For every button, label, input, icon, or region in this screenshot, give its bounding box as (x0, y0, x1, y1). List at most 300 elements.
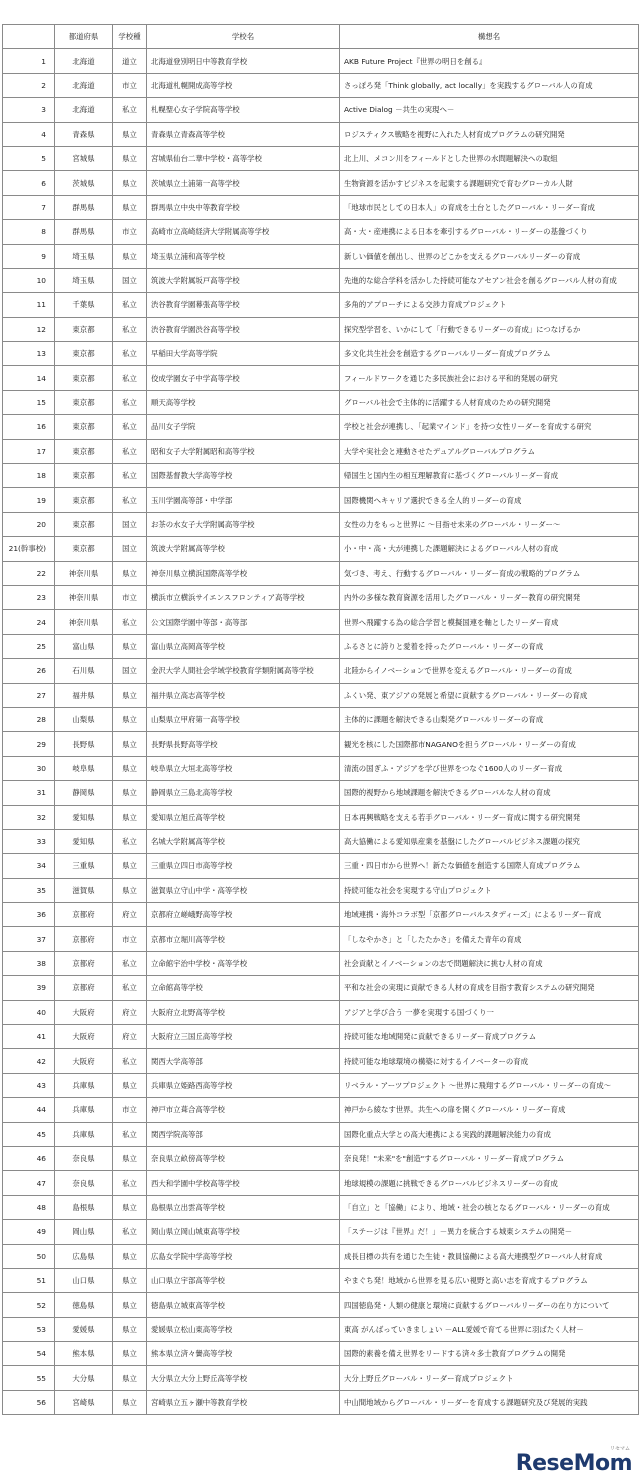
school-type-cell: 国立 (113, 512, 147, 536)
table-row (3, 146, 639, 170)
school-type-cell: 県立 (113, 1268, 147, 1292)
table-row (3, 561, 639, 585)
row-number: 24 (3, 610, 55, 634)
row-number: 3 (3, 98, 55, 122)
logo-subtext: リセマム (610, 1446, 630, 1452)
table-row (3, 122, 639, 146)
row-number: 14 (3, 366, 55, 390)
row-number: 54 (3, 1342, 55, 1366)
prefecture-cell: 岡山県 (55, 1220, 113, 1244)
plan-name-cell: グローバル社会で主体的に活躍する人材育成のための研究開発 (340, 390, 639, 414)
prefecture-cell: 兵庫県 (55, 1122, 113, 1146)
table-row (3, 1293, 639, 1317)
row-number: 53 (3, 1317, 55, 1341)
plan-name-cell: 清流の国ぎふ・アジアを学び世界をつなぐ1600人のリーダー育成 (340, 756, 639, 780)
header-plan-name: 構想名 (340, 25, 639, 49)
school-type-cell: 私立 (113, 342, 147, 366)
table-row (3, 464, 639, 488)
row-number: 48 (3, 1195, 55, 1219)
school-type-cell: 国立 (113, 268, 147, 292)
school-type-cell: 市立 (113, 927, 147, 951)
row-number: 5 (3, 146, 55, 170)
school-name-cell: 昭和女子大学附属昭和高等学校 (147, 439, 340, 463)
plan-name-cell: 「地球市民としての日本人」の育成を土台としたグローバル・リーダー育成 (340, 195, 639, 219)
prefecture-cell: 北海道 (55, 49, 113, 73)
table-row (3, 1390, 639, 1414)
row-number: 23 (3, 585, 55, 609)
school-name-cell: 富山県立高岡高等学校 (147, 634, 340, 658)
row-number: 21(幹事校) (3, 537, 55, 561)
prefecture-cell: 山口県 (55, 1268, 113, 1292)
school-type-cell: 府立 (113, 1000, 147, 1024)
school-type-cell: 私立 (113, 390, 147, 414)
table-row (3, 634, 639, 658)
school-name-cell: 山梨県立甲府第一高等学校 (147, 707, 340, 731)
header-school-type: 学校種 (113, 25, 147, 49)
plan-name-cell: 中山間地域からグローバル・リーダーを育成する課題研究及び発展的実践 (340, 1390, 639, 1414)
plan-name-cell: 大学や実社会と連動させたデュアルグローバルプログラム (340, 439, 639, 463)
row-number: 39 (3, 976, 55, 1000)
table-row (3, 195, 639, 219)
plan-name-cell: 探究型学習を、いかにして「行動できるリーダーの育成」につなげるか (340, 317, 639, 341)
prefecture-cell: 島根県 (55, 1195, 113, 1219)
row-number: 11 (3, 293, 55, 317)
school-name-cell: 青森県立青森高等学校 (147, 122, 340, 146)
school-type-cell: 県立 (113, 1366, 147, 1390)
school-type-cell: 県立 (113, 707, 147, 731)
plan-name-cell: 多角的アプローチによる交渉力育成プロジェクト (340, 293, 639, 317)
school-name-cell: 兵庫県立姫路西高等学校 (147, 1073, 340, 1097)
prefecture-cell: 神奈川県 (55, 610, 113, 634)
school-type-cell: 私立 (113, 976, 147, 1000)
table-row (3, 683, 639, 707)
table-row (3, 1317, 639, 1341)
table-row (3, 1195, 639, 1219)
prefecture-cell: 神奈川県 (55, 561, 113, 585)
header-school-name: 学校名 (147, 25, 340, 49)
school-name-cell: 名城大学附属高等学校 (147, 829, 340, 853)
school-type-cell: 私立 (113, 439, 147, 463)
school-type-cell: 私立 (113, 610, 147, 634)
plan-name-cell: 国際的視野から地域課題を解決できるグローバルな人材の育成 (340, 781, 639, 805)
school-name-cell: 早稲田大学高等学院 (147, 342, 340, 366)
school-type-cell: 私立 (113, 415, 147, 439)
plan-name-cell: 国際的素養を備え世界をリードする済々多士教育プログラムの開発 (340, 1342, 639, 1366)
plan-name-cell: 成長目標の共有を通じた生徒・教員協働による高大連携型グローバル人材育成 (340, 1244, 639, 1268)
school-type-cell: 県立 (113, 732, 147, 756)
table-row (3, 878, 639, 902)
plan-name-cell: 小・中・高・大が連携した課題解決によるグローバル人材の育成 (340, 537, 639, 561)
school-name-cell: 筑波大学附属高等学校 (147, 537, 340, 561)
prefecture-cell: 奈良県 (55, 1171, 113, 1195)
school-name-cell: 宮崎県立五ヶ瀬中等教育学校 (147, 1390, 340, 1414)
school-type-cell: 県立 (113, 244, 147, 268)
prefecture-cell: 群馬県 (55, 220, 113, 244)
school-name-cell: 北海道登別明日中等教育学校 (147, 49, 340, 73)
prefecture-cell: 岐阜県 (55, 756, 113, 780)
school-name-cell: 徳島県立城東高等学校 (147, 1293, 340, 1317)
plan-name-cell: さっぽろ発「Think globally, act locally」を実践するグローバル人の育成 (340, 73, 639, 97)
table-row (3, 805, 639, 829)
prefecture-cell: 京都府 (55, 903, 113, 927)
school-type-cell: 私立 (113, 317, 147, 341)
table-row (3, 244, 639, 268)
row-number: 31 (3, 781, 55, 805)
table-row (3, 439, 639, 463)
row-number: 50 (3, 1244, 55, 1268)
school-type-cell: 県立 (113, 1342, 147, 1366)
school-type-cell: 県立 (113, 634, 147, 658)
plan-name-cell: 地球規模の課題に挑戦できるグローバルビジネスリーダーの育成 (340, 1171, 639, 1195)
row-number: 13 (3, 342, 55, 366)
school-type-cell: 国立 (113, 659, 147, 683)
school-type-cell: 市立 (113, 585, 147, 609)
table-row (3, 585, 639, 609)
plan-name-cell: 三重・四日市から世界へ！新たな価値を創造する国際人育成プログラム (340, 854, 639, 878)
row-number: 55 (3, 1366, 55, 1390)
school-name-cell: 京都府立嵯峨野高等学校 (147, 903, 340, 927)
school-name-cell: 横浜市立横浜サイエンスフロンティア高等学校 (147, 585, 340, 609)
table-row (3, 854, 639, 878)
plan-name-cell: 気づき、考え、行動するグローバル・リーダー育成の戦略的プログラム (340, 561, 639, 585)
row-number: 19 (3, 488, 55, 512)
table-row (3, 1342, 639, 1366)
row-number: 36 (3, 903, 55, 927)
school-type-cell: 国立 (113, 537, 147, 561)
plan-name-cell: 生物資源を活かすビジネスを起業する課題研究で育むグローカル人財 (340, 171, 639, 195)
school-name-cell: 愛知県立旭丘高等学校 (147, 805, 340, 829)
school-name-cell: 群馬県立中央中等教育学校 (147, 195, 340, 219)
prefecture-cell: 京都府 (55, 951, 113, 975)
plan-name-cell: 平和な社会の実現に貢献できる人材の育成を目指す教育システムの研究開発 (340, 976, 639, 1000)
table-body (3, 49, 639, 1415)
row-number: 15 (3, 390, 55, 414)
table-row (3, 1268, 639, 1292)
school-type-cell: 私立 (113, 1220, 147, 1244)
plan-name-cell: 帰国生と国内生の相互理解教育に基づくグローバルリーダー育成 (340, 464, 639, 488)
prefecture-cell: 大阪府 (55, 1049, 113, 1073)
row-number: 28 (3, 707, 55, 731)
table-row (3, 537, 639, 561)
row-number: 27 (3, 683, 55, 707)
school-name-cell: 宮城県仙台二華中学校・高等学校 (147, 146, 340, 170)
plan-name-cell: 四国徳島発・人類の健康と環境に貢献するグローバルリーダーの在り方について (340, 1293, 639, 1317)
school-type-cell: 県立 (113, 195, 147, 219)
table-row (3, 98, 639, 122)
prefecture-cell: 東京都 (55, 317, 113, 341)
table-row (3, 1098, 639, 1122)
row-number: 34 (3, 854, 55, 878)
school-name-cell: 順天高等学校 (147, 390, 340, 414)
row-number: 10 (3, 268, 55, 292)
prefecture-cell: 三重県 (55, 854, 113, 878)
row-number: 26 (3, 659, 55, 683)
school-name-cell: 山口県立宇部高等学校 (147, 1268, 340, 1292)
school-type-cell: 市立 (113, 1098, 147, 1122)
table-row (3, 1122, 639, 1146)
table-row (3, 732, 639, 756)
prefecture-cell: 徳島県 (55, 1293, 113, 1317)
school-name-cell: 福井県立高志高等学校 (147, 683, 340, 707)
school-name-cell: 滋賀県立守山中学・高等学校 (147, 878, 340, 902)
table-row (3, 976, 639, 1000)
prefecture-cell: 東京都 (55, 390, 113, 414)
school-type-cell: 私立 (113, 1122, 147, 1146)
row-number: 33 (3, 829, 55, 853)
table-row (3, 829, 639, 853)
plan-name-cell: アジアと学び合う 一夢を実現する国づくり一 (340, 1000, 639, 1024)
row-number: 40 (3, 1000, 55, 1024)
school-name-cell: 岐阜県立大垣北高等学校 (147, 756, 340, 780)
school-type-cell: 私立 (113, 951, 147, 975)
school-name-cell: 岡山県立岡山城東高等学校 (147, 1220, 340, 1244)
school-type-cell: 市立 (113, 220, 147, 244)
plan-name-cell: 持続可能な地球環境の構築に対するイノベーターの育成 (340, 1049, 639, 1073)
prefecture-cell: 東京都 (55, 537, 113, 561)
table-row (3, 1146, 639, 1170)
row-number: 47 (3, 1171, 55, 1195)
header-prefecture: 都道府県 (55, 25, 113, 49)
header-no (3, 25, 55, 49)
table-row (3, 366, 639, 390)
table-row (3, 512, 639, 536)
prefecture-cell: 神奈川県 (55, 585, 113, 609)
row-number: 9 (3, 244, 55, 268)
plan-name-cell: 多文化共生社会を創造するグローバルリーダー育成プログラム (340, 342, 639, 366)
plan-name-cell: 学校と社会が連携し、「起業マインド」を持つ女性リーダーを育成する研究 (340, 415, 639, 439)
school-type-cell: 県立 (113, 1390, 147, 1414)
school-name-cell: 品川女子学院 (147, 415, 340, 439)
row-number: 8 (3, 220, 55, 244)
prefecture-cell: 広島県 (55, 1244, 113, 1268)
prefecture-cell: 愛知県 (55, 805, 113, 829)
school-type-cell: 県立 (113, 561, 147, 585)
school-type-cell: 私立 (113, 1171, 147, 1195)
table-row (3, 268, 639, 292)
plan-name-cell: ロジスティクス戦略を視野に入れた人材育成プログラムの研究開発 (340, 122, 639, 146)
plan-name-cell: 高・大・産連携による日本を牽引するグローバル・リーダーの基盤づくり (340, 220, 639, 244)
table-row (3, 1049, 639, 1073)
school-name-cell: 島根県立出雲高等学校 (147, 1195, 340, 1219)
table-row (3, 1171, 639, 1195)
school-name-cell: 大阪府立三国丘高等学校 (147, 1025, 340, 1049)
row-number: 44 (3, 1098, 55, 1122)
prefecture-cell: 東京都 (55, 342, 113, 366)
row-number: 46 (3, 1146, 55, 1170)
table-row (3, 707, 639, 731)
school-type-cell: 県立 (113, 1073, 147, 1097)
plan-name-cell: 内外の多様な教育資源を活用したグローバル・リーダー教育の研究開発 (340, 585, 639, 609)
school-type-cell: 県立 (113, 1317, 147, 1341)
table-row (3, 171, 639, 195)
prefecture-cell: 福井県 (55, 683, 113, 707)
school-name-cell: 熊本県立済々黌高等学校 (147, 1342, 340, 1366)
plan-name-cell: 持続可能な社会を実現する守山プロジェクト (340, 878, 639, 902)
table-row (3, 73, 639, 97)
plan-name-cell: 大分上野丘グローバル・リーダー育成プロジェクト (340, 1366, 639, 1390)
school-name-cell: 大阪府立北野高等学校 (147, 1000, 340, 1024)
school-type-cell: 私立 (113, 293, 147, 317)
prefecture-cell: 大分県 (55, 1366, 113, 1390)
prefecture-cell: 東京都 (55, 464, 113, 488)
school-type-cell: 私立 (113, 488, 147, 512)
prefecture-cell: 東京都 (55, 439, 113, 463)
row-number: 38 (3, 951, 55, 975)
table-row (3, 342, 639, 366)
school-name-cell: 渋谷教育学園幕張高等学校 (147, 293, 340, 317)
school-name-cell: 立命館宇治中学校・高等学校 (147, 951, 340, 975)
plan-name-cell: 北陸からイノベーションで世界を変えるグローバル・リーダーの育成 (340, 659, 639, 683)
prefecture-cell: 山梨県 (55, 707, 113, 731)
plan-name-cell: リベラル・アーツプロジェクト ～世界に飛翔するグローバル・リーダーの育成～ (340, 1073, 639, 1097)
school-type-cell: 県立 (113, 122, 147, 146)
prefecture-cell: 京都府 (55, 927, 113, 951)
school-name-cell: 大分県立大分上野丘高等学校 (147, 1366, 340, 1390)
row-number: 17 (3, 439, 55, 463)
school-type-cell: 県立 (113, 146, 147, 170)
resemom-logo (515, 1446, 632, 1476)
plan-name-cell: フィールドワークを通じた多民族社会における平和的発展の研究 (340, 366, 639, 390)
table-row (3, 390, 639, 414)
school-name-cell: 金沢大学人間社会学域学校教育学類附属高等学校 (147, 659, 340, 683)
plan-name-cell: やまぐち発！地域から世界を見る広い視野と高い志を育成するプログラム (340, 1268, 639, 1292)
row-number: 1 (3, 49, 55, 73)
row-number: 12 (3, 317, 55, 341)
row-number: 37 (3, 927, 55, 951)
school-name-cell: 愛媛県立松山東高等学校 (147, 1317, 340, 1341)
row-number: 30 (3, 756, 55, 780)
school-name-cell: 長野県長野高等学校 (147, 732, 340, 756)
school-name-cell: 渋谷教育学園渋谷高等学校 (147, 317, 340, 341)
plan-name-cell: ふるさとに誇りと愛着を持ったグローバル・リーダーの育成 (340, 634, 639, 658)
school-name-cell: 関西学院高等部 (147, 1122, 340, 1146)
school-name-cell: 関西大学高等部 (147, 1049, 340, 1073)
plan-name-cell: 「しなやかさ」と「したたかさ」を備えた青年の育成 (340, 927, 639, 951)
prefecture-cell: 宮崎県 (55, 1390, 113, 1414)
row-number: 18 (3, 464, 55, 488)
row-number: 32 (3, 805, 55, 829)
school-name-cell: 公文国際学園中等部・高等部 (147, 610, 340, 634)
row-number: 16 (3, 415, 55, 439)
logo-text: ReseMom (515, 1451, 632, 1476)
plan-name-cell: 北上川、メコン川をフィールドとした世界の水問題解決への取組 (340, 146, 639, 170)
table-row (3, 488, 639, 512)
prefecture-cell: 長野県 (55, 732, 113, 756)
prefecture-cell: 千葉県 (55, 293, 113, 317)
row-number: 7 (3, 195, 55, 219)
plan-name-cell: 先進的な総合学科を活かした持続可能なアセアン社会を創るグローバル人材の育成 (340, 268, 639, 292)
plan-name-cell: 社会貢献とイノベーションの志で問題解決に挑む人材の育成 (340, 951, 639, 975)
prefecture-cell: 大阪府 (55, 1000, 113, 1024)
school-type-cell: 県立 (113, 805, 147, 829)
prefecture-cell: 富山県 (55, 634, 113, 658)
plan-name-cell: 持続可能な地域開発に貢献できるリーダー育成プログラム (340, 1025, 639, 1049)
school-type-cell: 県立 (113, 1293, 147, 1317)
prefecture-cell: 北海道 (55, 98, 113, 122)
school-name-cell: 筑波大学附属坂戸高等学校 (147, 268, 340, 292)
plan-name-cell: 奈良発！"未来"を"創造"するグローバル・リーダー育成プログラム (340, 1146, 639, 1170)
school-name-cell: 埼玉県立浦和高等学校 (147, 244, 340, 268)
school-name-cell: 札幌聖心女子学院高等学校 (147, 98, 340, 122)
school-type-cell: 県立 (113, 878, 147, 902)
table-row (3, 1073, 639, 1097)
school-type-cell: 県立 (113, 756, 147, 780)
prefecture-cell: 宮城県 (55, 146, 113, 170)
plan-name-cell: Active Dialog －共生の実現へ－ (340, 98, 639, 122)
school-type-cell: 市立 (113, 73, 147, 97)
school-name-cell: 佼成学園女子中学高等学校 (147, 366, 340, 390)
row-number: 6 (3, 171, 55, 195)
prefecture-cell: 滋賀県 (55, 878, 113, 902)
school-type-cell: 県立 (113, 854, 147, 878)
row-number: 52 (3, 1293, 55, 1317)
school-name-cell: 高崎市立高崎経済大学附属高等学校 (147, 220, 340, 244)
table-row (3, 415, 639, 439)
plan-name-cell: 地域連携・海外コラボ型「京都グローバルスタディーズ」によるリーダー育成 (340, 903, 639, 927)
table-row (3, 659, 639, 683)
plan-name-cell: 観光を核にした国際都市NAGANOを担うグローバル・リーダーの育成 (340, 732, 639, 756)
row-number: 25 (3, 634, 55, 658)
plan-name-cell: 世界へ飛躍する為の総合学習と模擬国連を軸としたリーダー育成 (340, 610, 639, 634)
table-row (3, 756, 639, 780)
table-row (3, 927, 639, 951)
plan-name-cell: 「ステージは『世界』だ！」－異力を統合する城東システムの開発－ (340, 1220, 639, 1244)
school-type-cell: 県立 (113, 683, 147, 707)
table-row (3, 610, 639, 634)
table-row (3, 293, 639, 317)
school-type-cell: 私立 (113, 829, 147, 853)
school-name-cell: 北海道札幌開成高等学校 (147, 73, 340, 97)
table-row (3, 1366, 639, 1390)
plan-name-cell: 神戸から綾なす世界。共生への扉を開くグローバル・リーダー育成 (340, 1098, 639, 1122)
plan-name-cell: 東高 がんばっていきましょい －ALL愛媛で育てる世界に羽ばたく人材－ (340, 1317, 639, 1341)
plan-name-cell: 「自立」と「協働」により、地域・社会の核となるグローバル・リーダーの育成 (340, 1195, 639, 1219)
prefecture-cell: 大阪府 (55, 1025, 113, 1049)
school-type-cell: 県立 (113, 1244, 147, 1268)
plan-name-cell: 高大協働による愛知県産業を基盤にしたグローバルビジネス課題の探究 (340, 829, 639, 853)
table-row (3, 1220, 639, 1244)
school-name-cell: 広島女学院中学高等学校 (147, 1244, 340, 1268)
prefecture-cell: 群馬県 (55, 195, 113, 219)
school-type-cell: 府立 (113, 903, 147, 927)
school-name-cell: 奈良県立畝傍高等学校 (147, 1146, 340, 1170)
school-name-cell: 京都市立堀川高等学校 (147, 927, 340, 951)
row-number: 35 (3, 878, 55, 902)
prefecture-cell: 東京都 (55, 512, 113, 536)
row-number: 41 (3, 1025, 55, 1049)
school-type-cell: 私立 (113, 98, 147, 122)
plan-name-cell: 女性の力をもっと世界に ～目指せ未来のグローバル・リーダー～ (340, 512, 639, 536)
prefecture-cell: 愛知県 (55, 829, 113, 853)
table-row (3, 951, 639, 975)
prefecture-cell: 兵庫県 (55, 1098, 113, 1122)
plan-name-cell: 日本再興戦略を支える若手グローバル・リーダー育成に関する研究開発 (340, 805, 639, 829)
row-number: 56 (3, 1390, 55, 1414)
row-number: 49 (3, 1220, 55, 1244)
plan-name-cell: ふくい発、東アジアの発展と希望に貢献するグローバル・リーダーの育成 (340, 683, 639, 707)
table-header-row (3, 25, 639, 49)
prefecture-cell: 愛媛県 (55, 1317, 113, 1341)
prefecture-cell: 京都府 (55, 976, 113, 1000)
prefecture-cell: 東京都 (55, 488, 113, 512)
prefecture-cell: 石川県 (55, 659, 113, 683)
row-number: 29 (3, 732, 55, 756)
school-type-cell: 県立 (113, 1195, 147, 1219)
plan-name-cell: 主体的に課題を解決できる山梨発グローバルリーダーの育成 (340, 707, 639, 731)
school-name-cell: 西大和学園中学校高等学校 (147, 1171, 340, 1195)
table-row (3, 1000, 639, 1024)
prefecture-cell: 青森県 (55, 122, 113, 146)
